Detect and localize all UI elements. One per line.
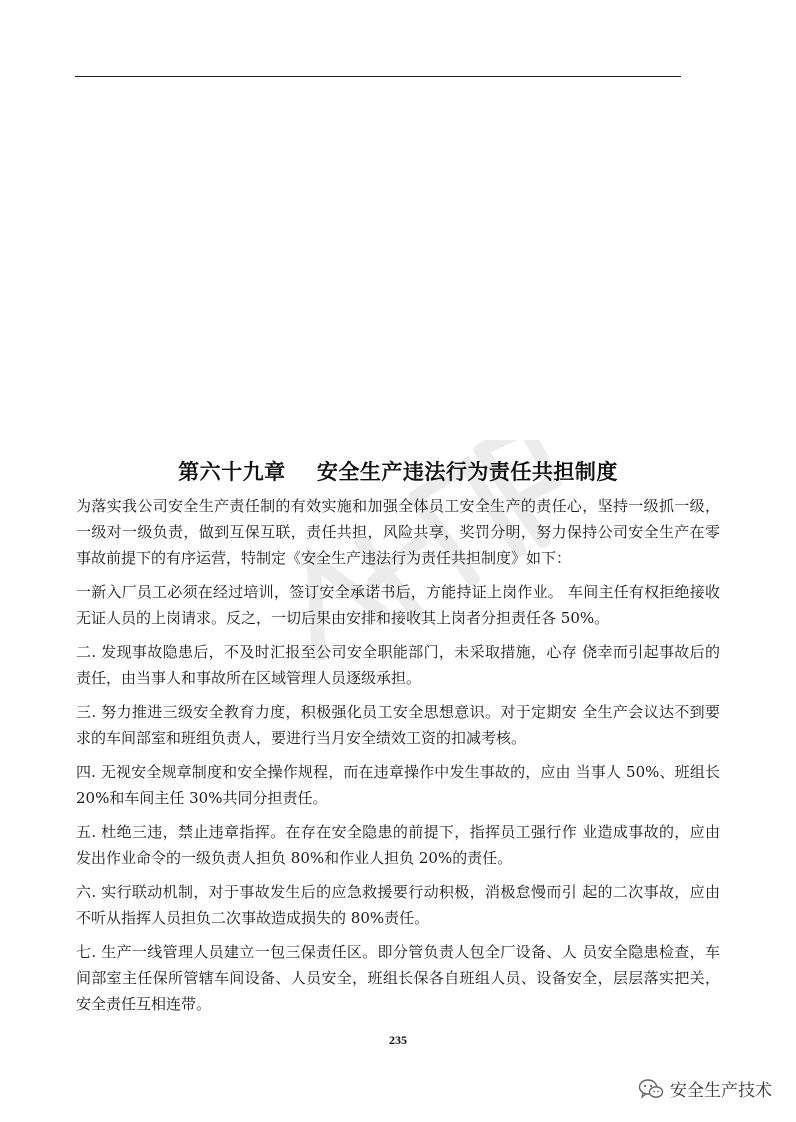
paragraph-item-3: 三. 努力推进三级安全教育力度，积极强化员工安全思想意识。对于定期安 全生产会议达不到要求的车间部室和班组负责人，要进行当月安全绩效工资的扣减考核。 [76,703,720,747]
paragraph-item-5: 五. 杜绝三违，禁止违章指挥。在存在安全隐患的前提下，指挥员工强行作 业造成事故的，应由发出作业命令的一级负责人担负 80%和作业人担负 20%的责任。 [76,823,720,867]
header-rule [75,76,681,77]
paragraph-item-7: 七. 生产一线管理人员建立一包三保责任区。即分管负责人包全厂设备、人 员安全隐患检查，车间部室主任保所管辖车间设备、人员安全，班组长保各自班组人员、设备安全，层层落实把关，安全责任互相连带。 [76,943,720,1013]
brand-name: 安全生产技术 [670,1081,772,1101]
brand-watermark [638,1076,772,1101]
wechat-icon [638,1078,664,1100]
paragraph-intro: 为落实我公司安全生产责任制的有效实施和加强全体员工安全生产的责任心，坚持一级抓一级，一级对一级负责，做到互保互联，责任共担，风险共享，奖罚分明，努力保持公司安全生产在零事故前提下的有序运营，特制定《安全生产违法行为责任共担制度》如下： [76,497,720,567]
chapter-title: 第六十九章 安全生产违法行为责任共担制度 [178,459,618,484]
paragraph-item-2: 二. 发现事故隐患后，不及时汇报至公司安全职能部门，未采取措施，心存 侥幸而引起事故后的责任，由当事人和事故所在区域管理人员逐级承担。 [76,643,720,687]
body-text [76,493,720,1025]
paragraph-item-1: 一新入厂员工必须在经过培训，签订安全承诺书后，方能持证上岗作业。 车间主任有权拒绝接收无证人员的上岗请求。反之，一切后果由安排和接收其上岗者分担责任各 50%。 [76,583,720,627]
paragraph-item-6: 六. 实行联动机制，对于事故发生后的应急救援要行动积极，消极怠慢而引 起的二次事故，应由不听从指挥人员担负二次事故造成损失的 80%责任。 [76,883,720,927]
page-number: 235 [389,1033,407,1047]
paragraph-item-4: 四. 无视安全规章制度和安全操作规程，而在违章操作中发生事故的，应由 当事人 50%、班组长 20%和车间主任 30%共同分担责任。 [76,763,720,807]
